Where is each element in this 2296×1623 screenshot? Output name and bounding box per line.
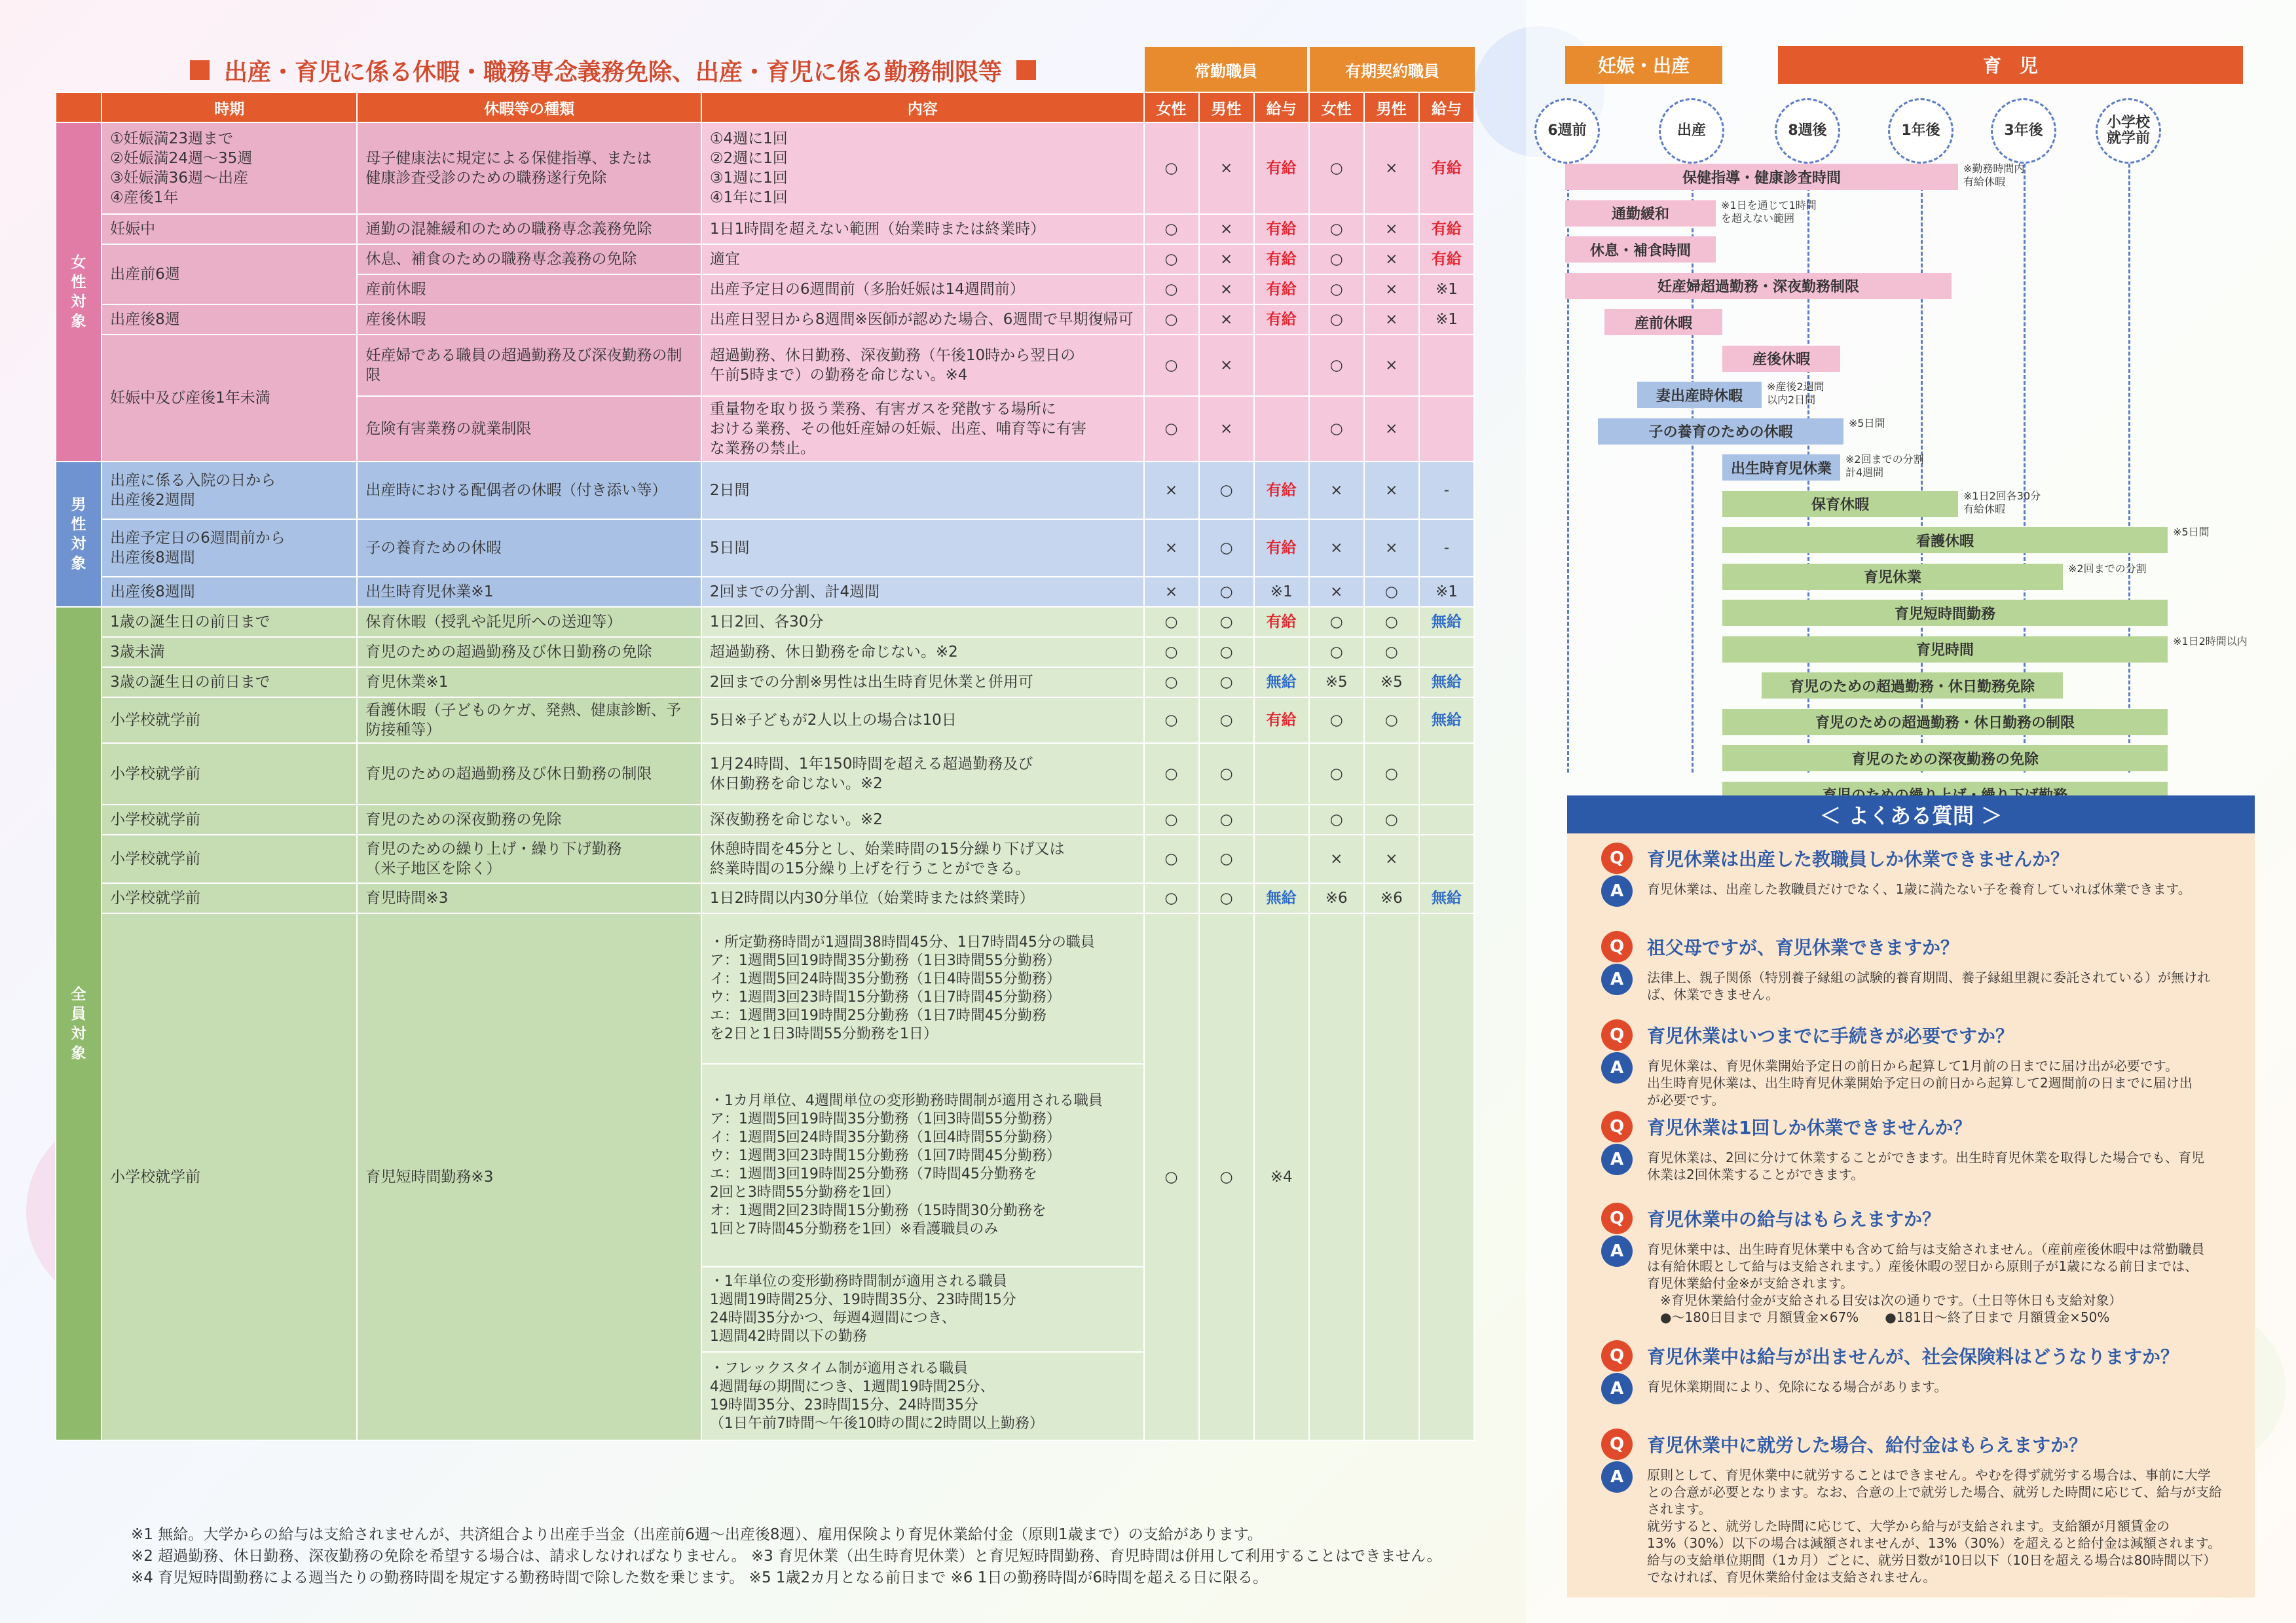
cell-c3: 無給	[1419, 607, 1474, 637]
cell-r2: ×	[1199, 122, 1254, 214]
cell-period: 妊娠中及び産後1年未満	[102, 335, 357, 462]
faq-answer	[1601, 1144, 2243, 1183]
answer-icon: A	[1601, 1235, 1633, 1267]
footnote: ※2 超過勤務、休日勤務、深夜勤務の免除を希望する場合は、請求しなければなりません。 ※3 育児休業（出生時育児休業）と育児短時間勤務、育児時間は併用して利用することはできません。	[131, 1548, 1442, 1565]
faq-answer	[1601, 964, 2243, 1003]
cell-c1: ※5	[1309, 667, 1364, 697]
milestone-marker: 6週前	[1534, 98, 1600, 164]
cell-c3	[1419, 396, 1474, 462]
cell-c1: ○	[1309, 637, 1364, 667]
cell-c3: 無給	[1419, 697, 1474, 743]
cell-period: 小学校就学前	[102, 883, 357, 913]
cell-c1: ×	[1309, 577, 1364, 607]
answer-icon: A	[1601, 875, 1633, 907]
cell-r3	[1254, 743, 1309, 805]
faq-question	[1601, 1201, 2243, 1235]
table-row	[56, 883, 1474, 913]
cell-r3: 無給	[1254, 883, 1309, 913]
cell-r1: ○	[1144, 607, 1199, 637]
timeline-bar: 通勤緩和	[1565, 200, 1716, 227]
cell-r2: ×	[1199, 274, 1254, 304]
faq-item	[1601, 1018, 2243, 1108]
cell-c2: ○	[1364, 805, 1419, 835]
cell-period: 妊娠中	[102, 214, 357, 244]
cell-c1: ○	[1309, 214, 1364, 244]
cell-r1: ×	[1144, 462, 1199, 519]
timeline-bar: 子の養育のための休暇	[1598, 418, 1843, 445]
page-title	[190, 47, 1107, 93]
cell-c1: ○	[1309, 244, 1364, 274]
cell-c2: ○	[1364, 577, 1419, 607]
timeline-bar: 保育休暇	[1722, 491, 1958, 517]
question-icon: Q	[1601, 1111, 1633, 1142]
header-contract-male: 男性	[1364, 92, 1419, 122]
cell-type: 育児のための超過勤務及び休日勤務の免除	[357, 637, 701, 667]
answer-icon: A	[1601, 1052, 1633, 1084]
faq-question	[1601, 1339, 2243, 1373]
table-row	[56, 577, 1474, 607]
timeline-bar: 育児のための超過勤務・休日勤務の制限	[1722, 709, 2168, 735]
cell-r1: ○	[1144, 274, 1199, 304]
cell-c3: 有給	[1419, 122, 1474, 214]
cell-c2: ×	[1364, 274, 1419, 304]
cell-period: 1歳の誕生日の前日まで	[102, 607, 357, 637]
cell-type: 育児短時間勤務※3	[357, 913, 701, 1440]
cell-content: 超過勤務、休日勤務を命じない。※2	[701, 637, 1144, 667]
cell-r2: ○	[1199, 577, 1254, 607]
question-icon: Q	[1601, 931, 1633, 962]
faq-answer	[1601, 1052, 2243, 1108]
question-text: 育児休業は出産した教職員しか休業できませんか？	[1647, 848, 2069, 870]
cell-r2: ×	[1199, 244, 1254, 274]
timeline-bar: 看護休暇	[1722, 527, 2168, 553]
cell-c2: ×	[1364, 244, 1419, 274]
timeline-note: ※産後2週間 以内2日間	[1767, 380, 1824, 406]
answer-text: 育児休業は、出産した教職員だけでなく、1歳に満たない子を養育していれば休業できます。	[1647, 881, 2191, 897]
cell-c2: ○	[1364, 637, 1419, 667]
cell-c2: ×	[1364, 462, 1419, 519]
faq-question	[1601, 1427, 2243, 1461]
header-regular-male: 男性	[1199, 92, 1254, 122]
cell-r1: ○	[1144, 743, 1199, 805]
cell-content: 重量物を取り扱う業務、有害ガスを発散する場所に おける業務、その他妊産婦の妊娠、出産、哺育等に有害 な業務の禁止。	[701, 396, 1144, 462]
table-row	[56, 519, 1474, 577]
cell-c3	[1419, 743, 1474, 805]
cell-content: 2回までの分割※男性は出生時育児休業と併用可	[701, 667, 1144, 697]
group-label: 全 員 対 象	[56, 607, 102, 1440]
cell-type: 出産時における配偶者の休暇（付き添い等）	[357, 462, 701, 519]
cell-type: 育児時間※3	[357, 883, 701, 913]
cell-c2: ×	[1364, 335, 1419, 396]
cell-content: 2回までの分割、計4週間	[701, 577, 1144, 607]
cell-period: 小学校就学前	[102, 913, 357, 1440]
cell-r1: ○	[1144, 637, 1199, 667]
cell-period: 出産後8週間	[102, 577, 357, 607]
cell-content: 休憩時間を45分とし、始業時間の15分繰り下げ又は 終業時間の15分繰り上げを行うことができる。	[701, 835, 1144, 883]
leave-table	[55, 92, 1475, 1441]
faq-question	[1601, 1110, 2243, 1144]
answer-icon: A	[1601, 1144, 1633, 1175]
timeline-bar: 保健指導・健康診査時間	[1565, 164, 1958, 190]
cell-r3: 無給	[1254, 667, 1309, 697]
cell-c2: ×	[1364, 122, 1419, 214]
cell-period: 出産に係る入院の日から 出産後2週間	[102, 462, 357, 519]
cell-c3: 有給	[1419, 244, 1474, 274]
cell-c1: ○	[1309, 743, 1364, 805]
cell-r3: 有給	[1254, 214, 1309, 244]
footnotes	[131, 1524, 1506, 1589]
cell-r3: 有給	[1254, 607, 1309, 637]
cell-c1: ○	[1309, 335, 1364, 396]
milestone-line	[2128, 164, 2130, 773]
faq-answer	[1601, 1461, 2243, 1586]
cell-r3: 有給	[1254, 122, 1309, 214]
cell-c3	[1419, 805, 1474, 835]
cell-r3: ※4	[1254, 913, 1309, 1440]
cell-r1: ○	[1144, 835, 1199, 883]
cell-r1: ○	[1144, 667, 1199, 697]
table-row	[56, 607, 1474, 637]
cell-r2: ○	[1199, 835, 1254, 883]
cell-c2: ×	[1364, 304, 1419, 335]
header-regular-pay: 給与	[1254, 92, 1309, 122]
cell-content: 超過勤務、休日勤務、深夜勤務（午後10時から翌日の 午前5時まで）の勤務を命じない。※4	[701, 335, 1144, 396]
cell-c2: ×	[1364, 519, 1419, 577]
cell-c3: 無給	[1419, 883, 1474, 913]
cell-r3	[1254, 396, 1309, 462]
cell-c1: ○	[1309, 396, 1364, 462]
timeline-bar: 出生時育児休業	[1722, 454, 1840, 481]
faq-answer	[1601, 875, 2243, 907]
cell-type: 育児休業※1	[357, 667, 701, 697]
table-row	[56, 743, 1474, 805]
table-row	[56, 304, 1474, 335]
cell-type: 保育休暇（授乳や託児所への送迎等）	[357, 607, 701, 637]
question-text: 祖父母ですが、育児休業できますか？	[1647, 937, 1959, 958]
timeline-bar: 育児休業	[1722, 564, 2063, 590]
cell-c1	[1309, 913, 1364, 1440]
cell-type: 育児のための繰り上げ・繰り下げ勤務 （米子地区を除く）	[357, 835, 701, 883]
cell-c1: ○	[1309, 304, 1364, 335]
faq-item	[1601, 930, 2243, 1003]
cell-period: 小学校就学前	[102, 697, 357, 743]
cell-r2: ×	[1199, 214, 1254, 244]
cell-r2: ○	[1199, 637, 1254, 667]
timeline-bar: 休息・補食時間	[1565, 236, 1716, 263]
faq-question	[1601, 1018, 2243, 1052]
question-text: 育児休業は1回しか休業できませんか？	[1647, 1117, 1972, 1139]
header-type: 休暇等の種類	[357, 92, 701, 122]
cell-c3: ※1	[1419, 577, 1474, 607]
cell-content: ・所定勤務時間が1週間38時間45分、1日7時間45分の職員 ア：1週間5回19時間35分勤務（1日3時間55分勤務） イ：1週間5回24時間35分勤務（1日4時間55分勤務） ウ：1週間3回23時間15分勤務（1日7時間45分勤務） エ：1週間3回19時間25分勤務（1日7時間45分勤務 を2日と1日3時間55分勤務を1日）	[701, 913, 1144, 1064]
header-contract-female: 女性	[1309, 92, 1364, 122]
timeline-bar: 産後休暇	[1722, 346, 1840, 372]
square-icon	[1016, 60, 1036, 80]
question-icon: Q	[1601, 1340, 1633, 1372]
cell-c1: ○	[1309, 697, 1364, 743]
cell-period: 小学校就学前	[102, 805, 357, 835]
cell-r3	[1254, 805, 1309, 835]
cell-c3: -	[1419, 462, 1474, 519]
faq-answer	[1601, 1235, 2243, 1326]
timeline-note: ※5日間	[2173, 526, 2210, 538]
cell-c3: ※1	[1419, 274, 1474, 304]
table-row	[56, 214, 1474, 244]
question-text: 育児休業中に就労した場合、給付金はもらえますか？	[1647, 1434, 2088, 1456]
cell-type: 産後休暇	[357, 304, 701, 335]
table-row	[56, 637, 1474, 667]
cell-type: 子の養育ための休暇	[357, 519, 701, 577]
cell-r3	[1254, 637, 1309, 667]
cell-type: 通勤の混雑緩和のための職務専念義務免除	[357, 214, 701, 244]
cell-r1: ○	[1144, 244, 1199, 274]
cell-content: 5日間	[701, 519, 1144, 577]
cell-period: 出産前6週	[102, 244, 357, 304]
cell-c2	[1364, 913, 1419, 1440]
cell-r1: ○	[1144, 697, 1199, 743]
cell-c3: -	[1419, 519, 1474, 577]
cell-r1: ○	[1144, 913, 1199, 1440]
cell-r1: ○	[1144, 883, 1199, 913]
cell-c2: ※5	[1364, 667, 1419, 697]
answer-text: 法律上、親子関係（特別養子縁組の試験的養育期間、養子縁組里親に委託されている）が無けれ ば、休業できません。	[1647, 970, 2210, 1002]
cell-c1: ○	[1309, 122, 1364, 214]
cell-c2: ○	[1364, 697, 1419, 743]
cell-r3: 有給	[1254, 519, 1309, 577]
cell-type: 育児のための超過勤務及び休日勤務の制限	[357, 743, 701, 805]
cell-content: 出産日翌日から8週間※医師が認めた場合、6週間で早期復帰可	[701, 304, 1144, 335]
cell-content: 深夜勤務を命じない。※2	[701, 805, 1144, 835]
cell-content: 5日※子どもが2人以上の場合は10日	[701, 697, 1144, 743]
faq-answer	[1601, 1373, 2243, 1404]
timeline-bar: 産前休暇	[1604, 309, 1722, 335]
footnote: ※4 育児短時間勤務による週当たりの勤務時間を規定する勤務時間で除した数を乗じます。 ※5 1歳2カ月となる前日まで ※6 1日の勤務時間が6時間を超える日に限る。	[131, 1569, 1268, 1586]
cell-content: 1月24時間、1年150時間を超える超過勤務及び 休日勤務を命じない。※2	[701, 743, 1144, 805]
timeline-note: ※2回までの分割 計4週間	[1845, 453, 1924, 479]
cell-r3: 有給	[1254, 244, 1309, 274]
cell-r1: ○	[1144, 214, 1199, 244]
cell-r2: ○	[1199, 743, 1254, 805]
cell-c1: ○	[1309, 274, 1364, 304]
cell-type: 危険有害業務の就業制限	[357, 396, 701, 462]
cell-period: ①妊娠満23週まで ②妊娠満24週～35週 ③妊娠満36週～出産 ④産後1年	[102, 122, 357, 214]
cell-c3: ※1	[1419, 304, 1474, 335]
table-row	[56, 122, 1474, 214]
cell-r1: ○	[1144, 304, 1199, 335]
cell-type: 育児のための深夜勤務の免除	[357, 805, 701, 835]
table-row	[56, 667, 1474, 697]
timeline-childcare-header: 育 児	[1778, 46, 2243, 84]
table-row	[56, 805, 1474, 835]
title-text: 出産・育児に係る休暇・職務専念義務免除、出産・育児に係る勤務制限等	[224, 58, 1003, 86]
question-text: 育児休業はいつまでに手続きが必要ですか？	[1647, 1025, 2014, 1047]
cell-r1: ○	[1144, 396, 1199, 462]
table-row	[56, 835, 1474, 883]
faq-item	[1601, 1110, 2243, 1183]
cell-r2: ○	[1199, 883, 1254, 913]
table-row	[56, 335, 1474, 396]
cell-content: 出産予定日の6週間前（多胎妊娠は14週間前）	[701, 274, 1144, 304]
cell-c2: ×	[1364, 396, 1419, 462]
table-row	[56, 462, 1474, 519]
cell-c3	[1419, 637, 1474, 667]
question-icon: Q	[1601, 1203, 1633, 1234]
milestone-marker: 出産	[1659, 98, 1724, 164]
milestone-marker: 1年後	[1888, 98, 1953, 164]
cell-c1: ×	[1309, 519, 1364, 577]
question-icon: Q	[1601, 1429, 1633, 1460]
cell-content: 適宜	[701, 244, 1144, 274]
cell-type: 母子健康法に規定による保健指導、または 健康診査受診のための職務遂行免除	[357, 122, 701, 214]
cell-r2: ○	[1199, 519, 1254, 577]
cell-c2: ※6	[1364, 883, 1419, 913]
cell-c3: 有給	[1419, 214, 1474, 244]
cell-content: ・フレックスタイム制が適用される職員 4週間毎の期間につき、1週間19時間25分、 19時間35分、23時間15分、24時間35分 （1日午前7時間～午後10時の間に2時間以上勤務）	[701, 1352, 1144, 1440]
timeline-note: ※2回までの分割	[2068, 562, 2147, 575]
table-row	[56, 697, 1474, 743]
cell-r1: ○	[1144, 805, 1199, 835]
cell-period: 出産後8週	[102, 304, 357, 335]
cell-content: 1日2時間以内30分単位（始業時または終業時）	[701, 883, 1144, 913]
cell-content: ・1年単位の変形勤務時間制が適用される職員 1週間19時間25分、19時間35分、23時間15分 24時間35分かつ、毎週4週間につき、 1週間42時間以下の勤務	[701, 1267, 1144, 1352]
cell-type: 産前休暇	[357, 274, 701, 304]
header-regular-female: 女性	[1144, 92, 1199, 122]
cell-r3: 有給	[1254, 304, 1309, 335]
group-label: 女 性 対 象	[56, 122, 102, 462]
cell-r3: 有給	[1254, 274, 1309, 304]
answer-text: 原則として、育児休業中に就労することはできません。やむを得ず就労する場合は、事前に大学 との合意が必要となります。なお、合意の上で就労した場合、就労した時間に応じて、給与が支給 されます。 就労すると、就労した時間に応じて、大学から給与が支給されます。支給額が月額賃金の 13%（30%）以下の場合は減額されませんが、13%（30%）を超えると給付金は減額されます。 給与の支給単位期間（1カ月）ごとに、就労日数が10日以下（10日を超える場合は80時間以下） でなければ、育児休業給付金は支給されません。	[1647, 1467, 2222, 1585]
timeline-note: ※勤務時間内 有給休暇	[1963, 162, 2025, 188]
answer-icon: A	[1601, 1373, 1633, 1404]
cell-type: 休息、補食のための職務専念義務の免除	[357, 244, 701, 274]
faq-title: ＜ よくある質問 ＞	[1567, 795, 2255, 833]
question-icon: Q	[1601, 1019, 1633, 1051]
header-contract-pay: 給与	[1419, 92, 1474, 122]
cell-r2: ×	[1199, 396, 1254, 462]
faq-question	[1601, 841, 2243, 875]
contract-staff-header: 有期契約職員	[1310, 47, 1475, 92]
cell-type: 看護休暇（子どものケガ、発熱、健康診断、予防接種等）	[357, 697, 701, 743]
question-text: 育児休業中の給与はもらえますか？	[1647, 1209, 1941, 1230]
timeline-bar: 育児短時間勤務	[1722, 600, 2168, 626]
faq-item	[1601, 1339, 2243, 1404]
timeline-bar: 育児のための深夜勤務の免除	[1722, 745, 2168, 771]
cell-c1: ×	[1309, 835, 1364, 883]
question-icon: Q	[1601, 843, 1633, 874]
header-blank	[56, 92, 102, 122]
cell-c1: ○	[1309, 805, 1364, 835]
footnote: ※1 無給。大学からの給与は支給されませんが、共済組合より出産手当金（出産前6週～出産後8週）、雇用保険より育児休業給付金（原則1歳まで）の支給があります。	[131, 1526, 1263, 1543]
cell-c2: ×	[1364, 835, 1419, 883]
milestone-marker: 3年後	[1991, 98, 2056, 164]
cell-c1: ※6	[1309, 883, 1364, 913]
header-period: 時期	[102, 92, 357, 122]
cell-r2: ○	[1199, 913, 1254, 1440]
cell-r2: ×	[1199, 335, 1254, 396]
answer-icon: A	[1601, 964, 1633, 995]
cell-c3	[1419, 835, 1474, 883]
cell-c3	[1419, 913, 1474, 1440]
milestone-marker: 小学校 就学前	[2096, 98, 2161, 164]
cell-r1: ○	[1144, 122, 1199, 214]
answer-text: 育児休業中は、出生時育児休業中も含めて給与は支給されません。（産前産後休暇中は常勤職員 は有給休暇として給与は支給されます。）産後休暇の翌日から原則子が1歳になる前日までは、 育児休業給付金※が支給されます。 ※育児休業給付金が支給される目安は次の通りです。（土日等休日も支給対象） ●～180日目まで 月額賃金×67% ●181日～終了日まで 月額賃金×50%	[1647, 1241, 2205, 1325]
faq-item	[1601, 1427, 2243, 1586]
timeline-note: ※1日2回各30分 有給休暇	[1963, 489, 2041, 515]
milestone-marker: 8週後	[1775, 98, 1840, 164]
cell-c2: ○	[1364, 743, 1419, 805]
cell-r1: ×	[1144, 519, 1199, 577]
cell-c2: ×	[1364, 214, 1419, 244]
timeline-note: ※1日2時間以内	[2173, 634, 2248, 647]
cell-r2: ○	[1199, 607, 1254, 637]
question-text: 育児休業中は給与が出ませんが、社会保険料はどうなりますか？	[1647, 1346, 2179, 1368]
cell-r2: ×	[1199, 304, 1254, 335]
cell-r3: 有給	[1254, 462, 1309, 519]
cell-content: ・1カ月単位、4週間単位の変形勤務時間制が適用される職員 ア：1週間5回19時間35分勤務（1回3時間55分勤務） イ：1週間5回24時間35分勤務（1回4時間55分勤務） ウ：1週間3回23時間15分勤務（1回7時間45分勤務） エ：1週間3回19時間25分勤務（7時間45分勤務を 2回と3時間55分勤務を1回） オ：1週間2回23時間15分勤務（15時間30分勤務を 1回と7時間45分勤務を1回）※看護職員のみ	[701, 1064, 1144, 1267]
answer-text: 育児休業期間により、免除になる場合があります。	[1647, 1379, 1948, 1395]
cell-content: 1日2回、各30分	[701, 607, 1144, 637]
cell-period: 小学校就学前	[102, 743, 357, 805]
cell-c3: 無給	[1419, 667, 1474, 697]
cell-r3	[1254, 835, 1309, 883]
cell-r2: ○	[1199, 667, 1254, 697]
cell-period: 小学校就学前	[102, 835, 357, 883]
timeline-bar: 育児のための超過勤務・休日勤務免除	[1762, 672, 2063, 699]
timeline-bar: 育児時間	[1722, 636, 2168, 663]
group-label: 男 性 対 象	[56, 462, 102, 607]
regular-staff-header: 常勤職員	[1145, 47, 1307, 92]
cell-period: 3歳未満	[102, 637, 357, 667]
table-row	[56, 244, 1474, 274]
cell-period: 出産予定日の6週間前から 出産後8週間	[102, 519, 357, 577]
faq-item	[1601, 841, 2243, 907]
cell-c3	[1419, 335, 1474, 396]
cell-c1: ×	[1309, 462, 1364, 519]
cell-r2: ○	[1199, 462, 1254, 519]
header-content: 内容	[701, 92, 1144, 122]
timeline-pregnancy-header: 妊娠・出産	[1565, 46, 1722, 84]
timeline-note: ※1日を通じて1時間 を超えない範囲	[1721, 198, 1817, 225]
cell-r2: ○	[1199, 697, 1254, 743]
cell-c2: ○	[1364, 607, 1419, 637]
timeline-note: ※5日間	[1849, 416, 1885, 429]
cell-r3: ※1	[1254, 577, 1309, 607]
cell-content: 2日間	[701, 462, 1144, 519]
faq-item	[1601, 1201, 2243, 1326]
cell-period: 3歳の誕生日の前日まで	[102, 667, 357, 697]
cell-c1: ○	[1309, 607, 1364, 637]
answer-text: 育児休業は、育児休業開始予定日の前日から起算して1月前の日までに届け出が必要です。 出生時育児休業は、出生時育児休業開始予定日の前日から起算して2週間前の日までに届け出 が必要です。	[1647, 1058, 2193, 1108]
table-header-row	[56, 92, 1474, 122]
cell-content: 1日1時間を超えない範囲（始業時または終業時）	[701, 214, 1144, 244]
square-icon	[190, 60, 210, 80]
cell-content: ①4週に1回 ②2週に1回 ③1週に1回 ④1年に1回	[701, 122, 1144, 214]
cell-r2: ○	[1199, 805, 1254, 835]
answer-icon: A	[1601, 1461, 1633, 1493]
faq-question	[1601, 930, 2243, 964]
cell-type: 出生時育児休業※1	[357, 577, 701, 607]
answer-text: 育児休業は、2回に分けて休業することができます。出生時育児休業を取得した場合でも、育児 休業は2回休業することができます。	[1647, 1150, 2205, 1182]
table-row	[56, 913, 1474, 1064]
timeline-bar: 妻出産時休暇	[1637, 382, 1762, 408]
timeline-bar: 妊産婦超過勤務・深夜勤務制限	[1565, 273, 1952, 299]
cell-r1: ○	[1144, 335, 1199, 396]
cell-r3	[1254, 335, 1309, 396]
cell-r3: 有給	[1254, 697, 1309, 743]
cell-r1: ×	[1144, 577, 1199, 607]
cell-type: 妊産婦である職員の超過勤務及び深夜勤務の制限	[357, 335, 701, 396]
